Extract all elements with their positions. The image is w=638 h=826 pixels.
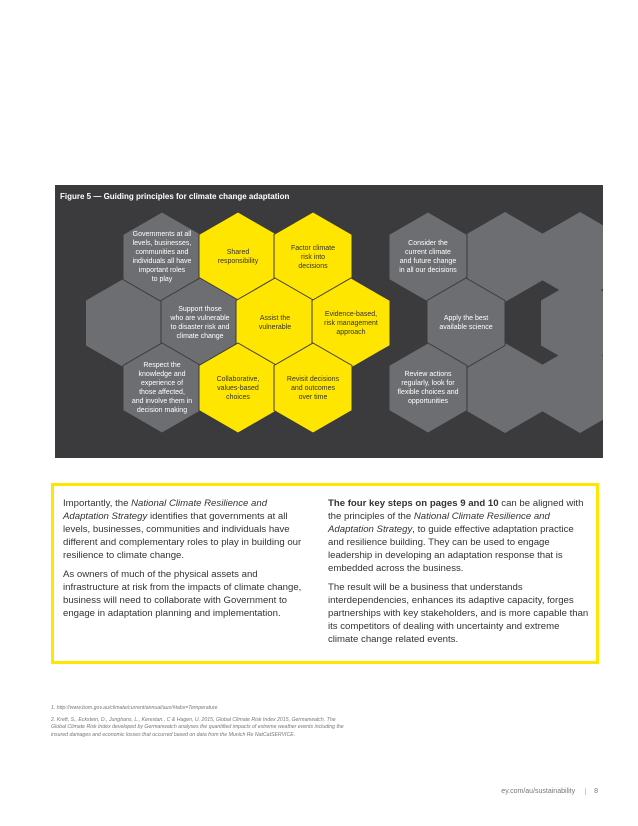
footnotes: [51, 705, 351, 743]
text-run: The four key steps on pages 9 and 10: [328, 498, 499, 509]
key-steps-textbox: [51, 483, 599, 664]
hex-consider-climate-label: Consider the current climate and future change in all our decisions: [399, 240, 457, 274]
text-run: National Climate Resilience and Adaptation Strategy: [328, 511, 550, 535]
hex-respect-knowledge-label: Respect the knowledge and experience of those affected, and involve them in decision making: [131, 362, 193, 414]
hex-apply-science-label: Apply the best available science: [439, 315, 493, 331]
decorative-hexagon: [541, 343, 603, 433]
footer-url[interactable]: ey.com/au/sustainability: [501, 788, 576, 795]
hex-collaborative-choices-label: Collaborative, values-based choices: [216, 375, 260, 401]
text-run: Importantly, the: [63, 498, 132, 509]
textbox-left-column: [63, 497, 307, 626]
footnote-2: 2. Kreft, S., Eckstein, D., Junghans, L., Kerestan., C & Hagen, U. 2015, Global Climate Risk Index 2015, Germanwatch. The Global Climate Risk Index developed by Germanwatch analyses the quantified impacts of extreme weather events including the insured damages and economic losses that occurred based on data from the Munich Re NatCatSERVICE.: [51, 716, 344, 738]
text-run: can be aligned with the principles of the: [328, 498, 584, 522]
hex-shared-responsibility-label: Shared responsibility: [217, 249, 259, 265]
text-run: National Climate Resilience and Adaptation Strategy: [63, 498, 268, 522]
hex-revisit-decisions-label: Revisit decisions and outcomes over time: [286, 375, 340, 401]
right-paragraph-1: [328, 497, 590, 575]
page-number: 8: [585, 788, 598, 795]
text-run: As owners of much of the physical assets and infrastructure at risk from the impacts of climate change, business will need to collaborate with Government to engage in adaptation planning and implementation.: [63, 569, 302, 619]
page-footer: [501, 788, 598, 795]
hex-evidence-based-label: Evidence-based, risk management approach: [324, 310, 378, 336]
right-paragraph-2: [328, 581, 590, 646]
left-paragraph-2: [63, 568, 307, 620]
hex-assist-vulnerable-label: Assist the vulnerable: [258, 315, 292, 331]
text-run: , to guide effective adaptation practice and resilience building. They can be used to engage leadership in developing an adaptation response that is embedded across the business.: [328, 524, 574, 574]
figure-5-panel: [55, 185, 603, 458]
text-run: identifies that governments at all levels, businesses, communities and individuals have different and complementary roles to play in building our resilience to climate change.: [63, 511, 302, 561]
hex-governments-roles-label: Governments at all levels, businesses, communities and individuals all have important roles to play: [132, 231, 192, 283]
hex-support-vulnerable-label: Support those who are vulnerable to disaster risk and climate change: [170, 306, 230, 340]
left-paragraph-1: [63, 497, 307, 562]
text-run: The result will be a business that understands interdependencies, enhances its adaptive capacity, forges partnerships with key stakeholders, and is more capable than its competitors of dealing with uncertainty and extreme climate change related events.: [328, 582, 589, 645]
hex-review-actions-label: Review actions regularly, look for flexible choices and opportunities: [397, 371, 459, 405]
footnote-1: 1. http://www.bom.gov.au/climate/current/annual/aus/#tabs=Temperature: [51, 705, 218, 711]
hex-factor-climate-risk-label: Factor climate risk into decisions: [291, 244, 335, 270]
textbox-right-column: [328, 497, 590, 652]
figure-title: Figure 5 — Guiding principles for climate change adaptation: [60, 192, 290, 201]
